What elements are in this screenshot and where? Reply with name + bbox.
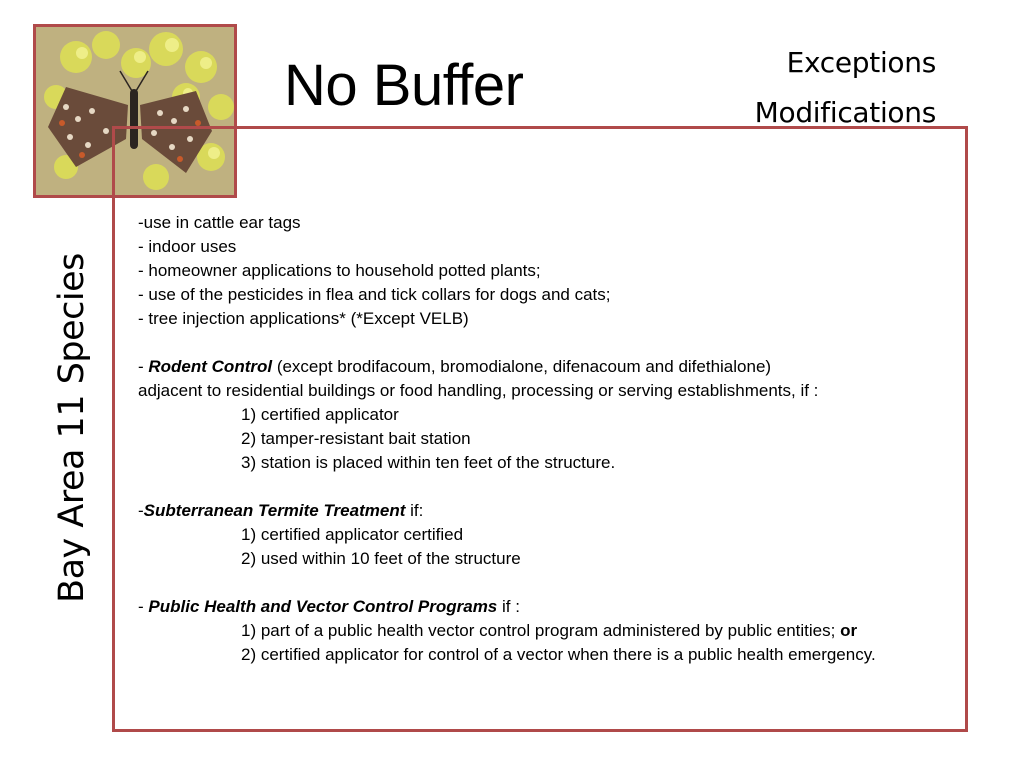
rodent-prefix: - <box>138 357 149 376</box>
public-health-prefix: - <box>138 597 149 616</box>
subtitle <box>755 38 936 138</box>
condition-item: 3) station is placed within ten feet of the structure. <box>241 453 616 472</box>
condition-item: 1) certified applicator <box>241 405 399 424</box>
termite-prefix: - <box>138 501 144 520</box>
condition-item: 1) certified applicator certified <box>241 525 464 544</box>
rodent-control-context: adjacent to residential buildings or food handling, processing or serving establishments, if : <box>138 381 819 400</box>
condition-item: 2) certified applicator for control of a vector when there is a public health emergency. <box>241 645 876 664</box>
rodent-control-item <box>138 355 958 379</box>
public-health-suffix: if : <box>497 597 520 616</box>
list-item: - indoor uses <box>138 237 237 256</box>
public-health-item <box>138 595 958 619</box>
list-item: -use in cattle ear tags <box>138 213 301 232</box>
subtitle-line-modifications: Modifications <box>754 96 936 129</box>
public-health-label: Public Health and Vector Control Programs <box>148 597 498 616</box>
list-item: - tree injection applications* (*Except VELB) <box>138 309 469 328</box>
condition-item: 2) used within 10 feet of the structure <box>241 549 521 568</box>
termite-suffix: if: <box>405 501 424 520</box>
subtitle-line-exceptions: Exceptions <box>786 46 936 79</box>
or-emphasis: or <box>840 621 858 640</box>
condition-item: 2) tamper-resistant bait station <box>241 429 471 448</box>
page-title: No Buffer <box>284 53 524 118</box>
termite-treatment-label: Subterranean Termite Treatment <box>143 501 406 520</box>
list-item: - use of the pesticides in flea and tick collars for dogs and cats; <box>138 285 611 304</box>
list-item: - homeowner applications to household potted plants; <box>138 261 541 280</box>
rodent-control-detail: (except brodifacoum, bromodialone, difenacoum and difethialone) <box>272 357 772 376</box>
side-label: Bay Area 11 Species <box>52 253 92 603</box>
public-health-condition-1: 1) part of a public health vector control program administered by public entities; <box>241 621 841 640</box>
content-body <box>138 211 958 667</box>
termite-treatment-item <box>138 499 958 523</box>
rodent-control-label: Rodent Control <box>148 357 273 376</box>
condition-item <box>138 619 958 643</box>
